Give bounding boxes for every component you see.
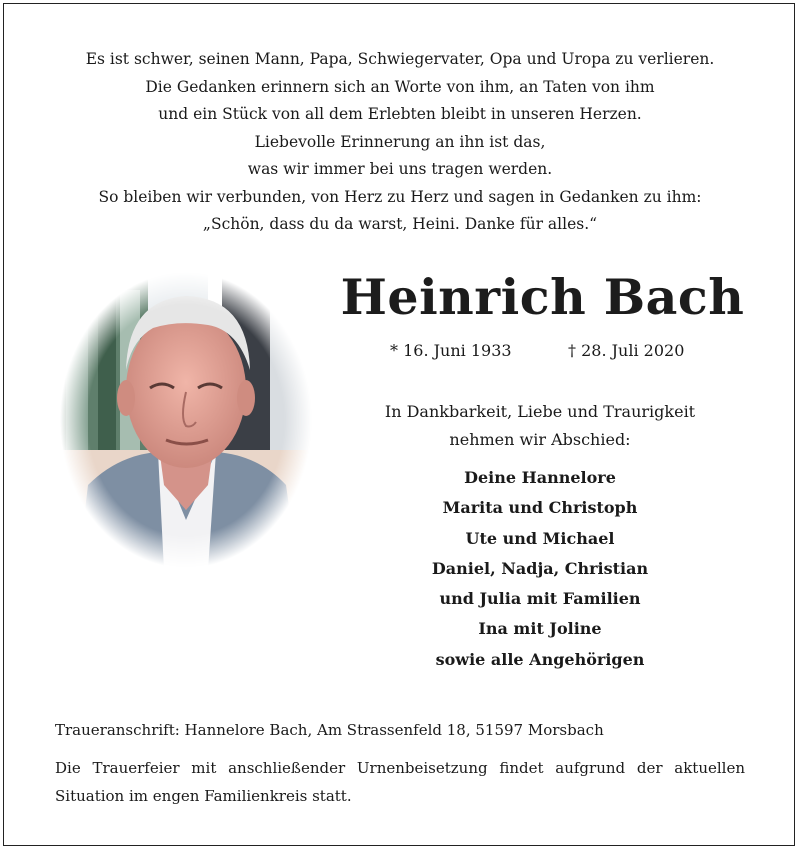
death-date: † 28. Juli 2020 — [568, 341, 685, 360]
family-member: Ina mit Joline — [478, 619, 602, 639]
mourning-address: Traueranschrift: Hannelore Bach, Am Strassenfeld 18, 51597 Morsbach — [55, 721, 604, 739]
poem-line: „Schön, dass du da warst, Heini. Danke für alles.“ — [202, 215, 598, 233]
intro-line: nehmen wir Abschied: — [449, 430, 631, 449]
funeral-note: Die Trauerfeier mit anschließender Urnenbeisetzung findet aufgrund der aktuellen Situation im engen Familienkreis statt. — [55, 759, 745, 805]
family-list — [340, 463, 740, 675]
poem-line: und ein Stück von all dem Erlebten bleibt in unseren Herzen. — [158, 105, 642, 123]
birth-date: * 16. Juni 1933 — [390, 341, 512, 360]
poem-line: Liebevolle Erinnerung an ihn ist das, — [254, 132, 546, 151]
deceased-name: Heinrich Bach — [340, 268, 745, 326]
poem-line: Die Gedanken erinnern sich an Worte von ihm, an Taten von ihm — [145, 77, 655, 96]
poem — [0, 46, 800, 239]
family-member: sowie alle Angehörigen — [435, 649, 645, 669]
poem-line: was wir immer bei uns tragen werden. — [247, 160, 553, 178]
intro-line: In Dankbarkeit, Liebe und Traurigkeit — [384, 402, 696, 421]
poem-line: Es ist schwer, seinen Mann, Papa, Schwiegervater, Opa und Uropa zu verlieren. — [85, 50, 715, 68]
poem-line: So bleiben wir verbunden, von Herz zu Herz und sagen in Gedanken zu ihm: — [98, 187, 702, 206]
family-member: Ute und Michael — [465, 528, 615, 548]
family-member: Marita und Christoph — [442, 498, 638, 518]
family-member: Daniel, Nadja, Christian — [431, 558, 649, 578]
portrait-photo — [58, 270, 314, 570]
family-member: Deine Hannelore — [464, 468, 616, 487]
farewell-intro — [340, 398, 740, 454]
family-member: und Julia mit Familien — [439, 589, 641, 609]
